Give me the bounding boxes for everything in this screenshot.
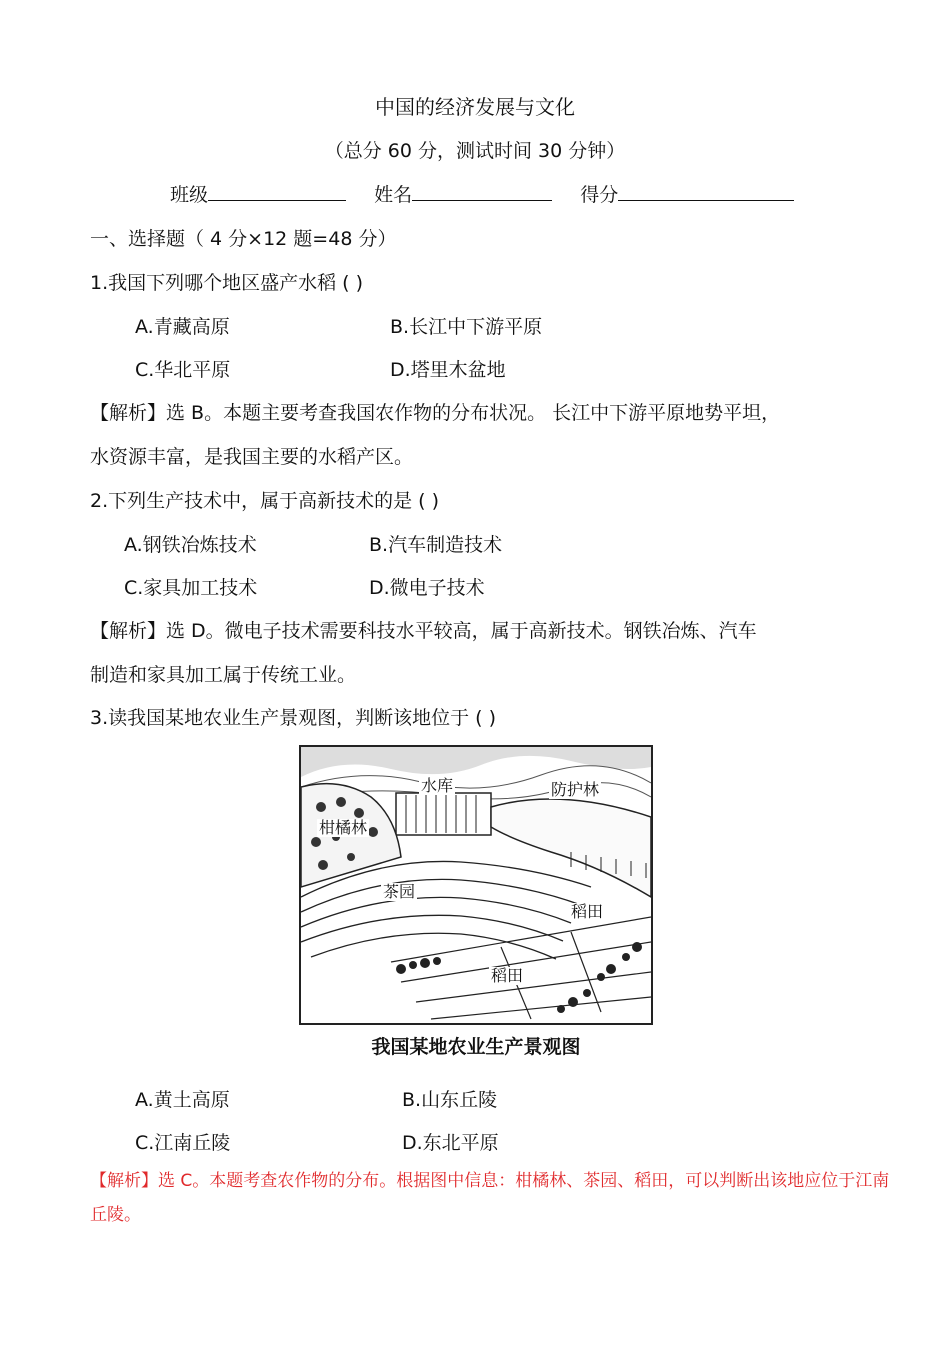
name-blank[interactable] (412, 182, 552, 201)
question-2-option-d[interactable]: D.微电子技术 (369, 577, 485, 599)
score-label: 得分 (580, 184, 619, 206)
score-blank[interactable] (618, 182, 794, 201)
class-blank[interactable] (208, 182, 346, 201)
class-label: 班级 (170, 184, 209, 206)
figure-label-reservoir: 水库 (421, 776, 454, 795)
question-1-option-b[interactable]: B.长江中下游平原 (390, 316, 543, 338)
question-1-option-a[interactable]: A.青藏高原 (135, 316, 230, 338)
question-1-option-d[interactable]: D.塔里木盆地 (390, 359, 506, 381)
question-1-option-c[interactable]: C.华北平原 (135, 359, 231, 381)
figure-label-orange-grove: 柑橘林 (319, 818, 368, 837)
question-1-analysis: 【解析】选 B。本题主要考查我国农作物的分布状况。 长江中下游平原地势平坦， (90, 402, 781, 424)
question-2-stem: 2.下列生产技术中，属于高新技术的是 ( ) (90, 490, 440, 512)
figure-label-shelter-forest: 防护林 (551, 780, 600, 799)
question-3-option-b[interactable]: B.山东丘陵 (402, 1089, 498, 1111)
page-title: 中国的经济发展与文化 (375, 95, 575, 119)
question-2-analysis-cont: 制造和家具加工属于传统工业。 (90, 664, 357, 686)
question-3-option-a[interactable]: A.黄土高原 (135, 1089, 230, 1111)
figure-label-paddy-upper: 稻田 (571, 902, 604, 921)
question-2-analysis: 【解析】选 D。微电子技术需要科技水平较高，属于高新技术。钢铁冶炼、汽车 (90, 620, 757, 642)
question-3-option-d[interactable]: D.东北平原 (402, 1132, 499, 1154)
question-2-option-b[interactable]: B.汽车制造技术 (369, 534, 503, 556)
question-2-option-a[interactable]: A.钢铁冶炼技术 (124, 534, 257, 556)
question-3-analysis-cont: 丘陵。 (90, 1205, 141, 1225)
question-2-option-c[interactable]: C.家具加工技术 (124, 577, 258, 599)
figure-caption: 我国某地农业生产景观图 (371, 1036, 581, 1058)
question-3-option-c[interactable]: C.江南丘陵 (135, 1132, 231, 1154)
question-1-analysis-cont: 水资源丰富，是我国主要的水稻产区。 (90, 446, 414, 468)
page-subtitle: （总分 60 分，测试时间 30 分钟） (324, 140, 626, 162)
name-label: 姓名 (374, 184, 413, 206)
figure-label-tea-garden: 茶园 (383, 882, 416, 901)
figure-label-paddy-lower: 稻田 (491, 966, 524, 985)
question-1-stem: 1.我国下列哪个地区盛产水稻 ( ) (90, 272, 364, 294)
question-3-analysis: 【解析】选 C。本题考查农作物的分布。根据图中信息：柑橘林、茶园、稻田，可以判断出该地应位于江南 (90, 1171, 890, 1191)
question-3-stem: 3.读我国某地农业生产景观图，判断该地位于 ( ) (90, 707, 497, 729)
agriculture-landscape-figure (299, 745, 653, 1025)
student-info-row (170, 182, 794, 208)
section-title: 一、选择题（ 4 分×12 题=48 分） (90, 228, 397, 250)
